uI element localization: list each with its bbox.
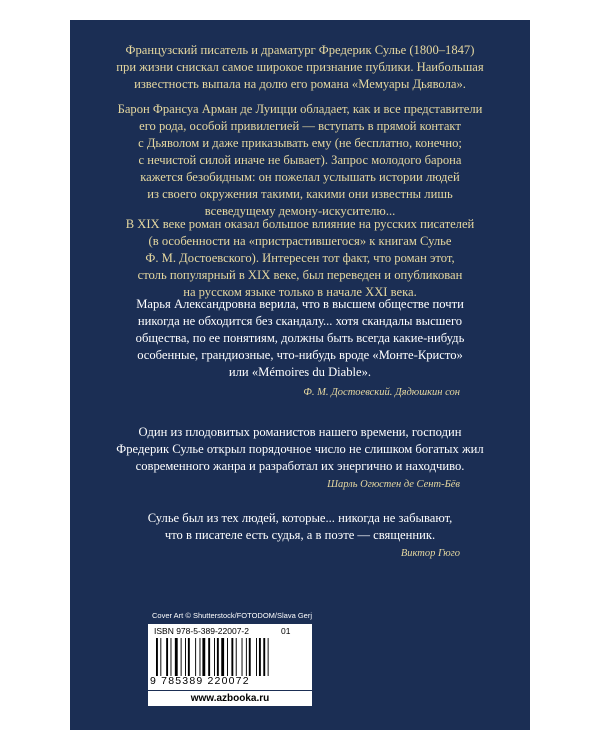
quote-hugo (70, 510, 530, 544)
text-line: с нечистой силой иначе не бывает). Запрос молодого барона (138, 153, 462, 167)
text-line: известность выпала на долю его романа «Мемуары Дьявола». (134, 77, 466, 91)
quote-dostoevsky (70, 296, 530, 381)
text-line: Французский писатель и драматург Фредерик Сулье (1800–1847) (125, 43, 475, 57)
text-line: Барон Франсуа Арман де Луицци обладает, как и все представители (117, 102, 483, 116)
barcode-bar (246, 638, 247, 676)
barcode-bar (236, 638, 237, 676)
barcode-bar (166, 638, 168, 676)
quote-line: Один из плодовитых романистов нашего времени, господин (138, 425, 462, 439)
price-code: 01 (281, 626, 291, 636)
quote-line: общества, по ее понятиям, должны быть всегда какие-нибудь (135, 331, 465, 345)
text-line: Ф. М. Достоевского). Интересен тот факт, что роман этот, (145, 251, 455, 265)
text-line: из своего окружения такими, какими они известны лишь (147, 187, 453, 201)
barcode-digits: 9 785389 220072 (150, 675, 250, 687)
quote-line: современного жанра и разработал их энергично и находчиво. (135, 459, 465, 473)
barcode-bar (185, 638, 186, 676)
barcode-bar (188, 638, 190, 676)
plot-paragraph (70, 101, 530, 220)
quote-attribution: Виктор Гюго (400, 548, 460, 559)
barcode-bar (221, 638, 224, 676)
barcode-bar (227, 638, 228, 676)
text-line: с Дьяволом и даже приказывать ему (не бесплатно, конечно; (138, 136, 462, 150)
barcode-bar (175, 638, 178, 676)
barcode-bars (154, 638, 306, 676)
quote-line: что в писателе есть судья, а в поэте — священник. (164, 528, 436, 542)
influence-paragraph (70, 216, 530, 301)
barcode-bar (195, 638, 196, 676)
intro-paragraph (70, 42, 530, 93)
barcode-bar (242, 638, 243, 676)
barcode-bar (231, 638, 233, 676)
quote-line: Сулье был из тех людей, которые... никогда не забывают, (147, 511, 453, 525)
barcode-bar (217, 638, 219, 676)
quote-attribution: Шарль Огюстен де Сент-Бёв (327, 479, 460, 490)
quote-attribution: Ф. М. Достоевский. Дядюшкин сон (303, 387, 460, 398)
barcode-bar (268, 638, 269, 676)
isbn-label: ISBN 978-5-389-22007-2 (154, 626, 249, 636)
text-line: В XIX веке роман оказал большое влияние на русских писателей (125, 217, 475, 231)
barcode-bar (202, 638, 205, 676)
quote-line: Фредерик Сулье открыл порядочное число не слишком богатых жил (116, 442, 484, 456)
quote-line: Марья Александровна верила, что в высшем обществе почти (136, 297, 464, 311)
quote-line: или «Mémoires du Diable». (228, 365, 372, 379)
barcode-bar (181, 638, 182, 676)
publisher-website: www.azbooka.ru (148, 691, 312, 706)
barcode-bar (214, 638, 215, 676)
text-line: столь популярный в XIX веке, был переведен и опубликован (137, 268, 463, 282)
cover-art-credit: Cover Art © Shutterstock/FOTODOM/Slava Gerj (152, 611, 313, 620)
text-line: (в особенности на «пристрастившегося» к книгам Сулье (148, 234, 452, 248)
text-line: на русском языке только в начале XXI века. (183, 285, 417, 299)
quote-line: никогда не обходится без скандалу... хотя скандалы высшего (137, 314, 463, 328)
text-line: всеведущему демону-искусителю... (204, 204, 396, 218)
quote-sainte-beuve (70, 424, 530, 475)
barcode-bar (259, 638, 261, 676)
barcode-bar (256, 638, 257, 676)
isbn-barcode (148, 624, 312, 690)
barcode-bar (208, 638, 210, 676)
barcode-bar (263, 638, 265, 676)
barcode-bar (156, 638, 158, 676)
quote-line: особенные, грандиозные, что-нибудь вроде «Монте-Кристо» (137, 348, 463, 362)
barcode-bar (249, 638, 251, 676)
barcode-bar (160, 638, 161, 676)
text-line: кажется безобидным: он пожелал услышать истории людей (140, 170, 460, 184)
barcode-bar (171, 638, 172, 676)
text-line: его рода, особой привилегией — вступать в прямой контакт (139, 119, 461, 133)
text-line: при жизни снискал самое широкое признание публики. Наибольшая (116, 60, 484, 74)
barcode-bar (200, 638, 201, 676)
